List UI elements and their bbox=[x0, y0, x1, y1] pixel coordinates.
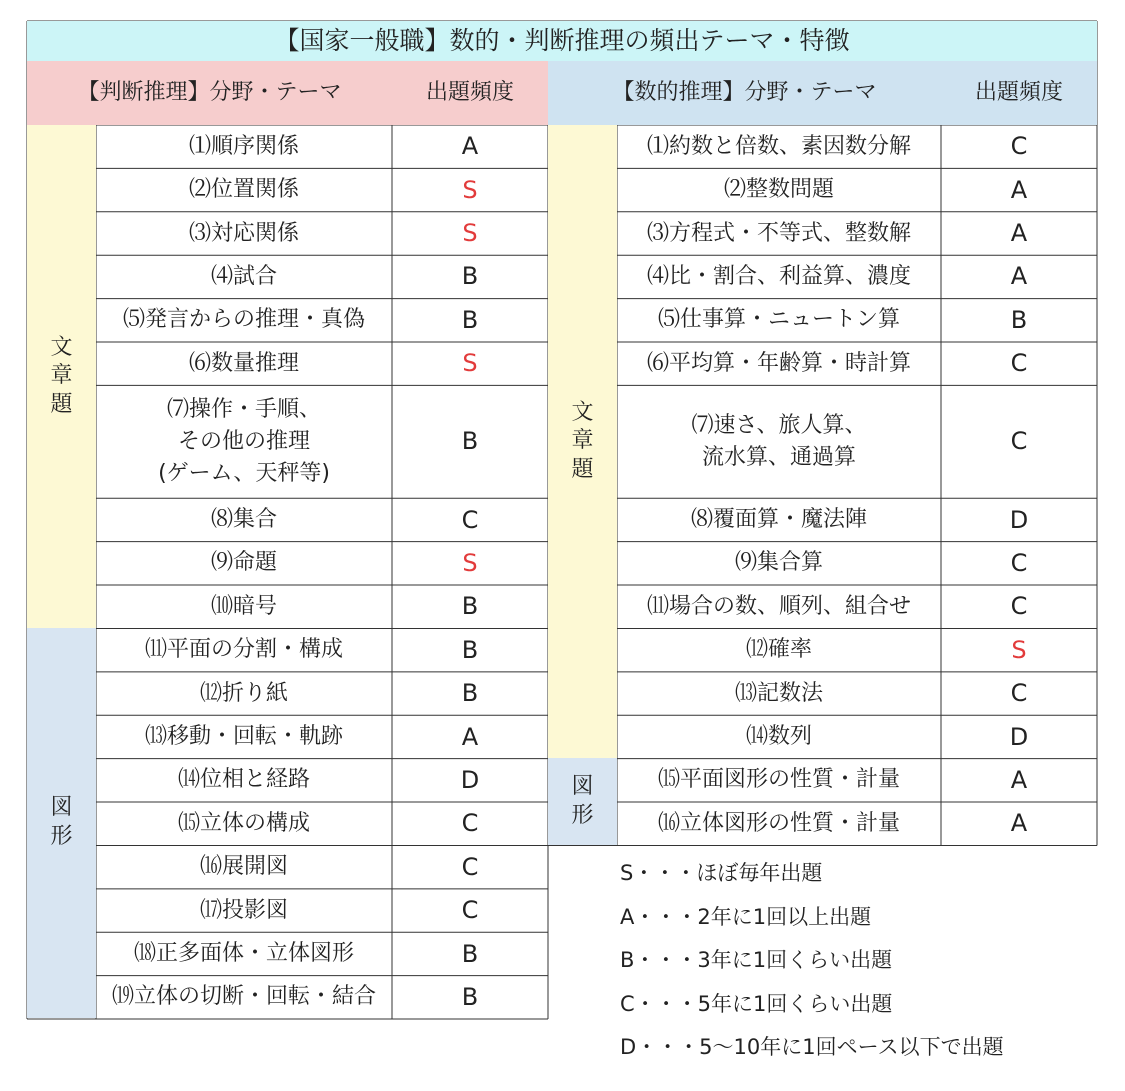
judge-grade-cell: B bbox=[461, 262, 479, 291]
num-grade-cell: B bbox=[1010, 305, 1028, 334]
num-theme-line: ⑺速さ、旅人算、 bbox=[691, 412, 867, 438]
judge-theme-cell: ⑹数量推理 bbox=[188, 350, 299, 376]
num-freq-header: 出題頻度 bbox=[941, 61, 1097, 125]
judge-grade-cell: S bbox=[462, 219, 478, 248]
num-theme-cell: ⑼集合算 bbox=[734, 550, 823, 576]
legend-item-s: S・・・ほぼ毎年出題 bbox=[620, 861, 823, 885]
num-theme-cell: ⑻覆面算・魔法陣 bbox=[690, 506, 867, 532]
judge-category-zukei bbox=[27, 628, 96, 1018]
num-theme-cell bbox=[617, 385, 941, 498]
num-grade-cell: A bbox=[1010, 765, 1028, 794]
judge-cat1-char: 章 bbox=[50, 363, 73, 389]
legend-item-a: A・・・2年に1回以上出題 bbox=[620, 905, 872, 929]
judge-theme-cell: ⑶対応関係 bbox=[188, 220, 299, 246]
judge-theme-cell: ⑻集合 bbox=[210, 506, 277, 532]
num-grade-cell: C bbox=[1010, 132, 1028, 161]
num-cat1-char: 章 bbox=[571, 428, 594, 454]
judge-grade-cell: B bbox=[461, 635, 479, 664]
num-grade-cell: D bbox=[1009, 505, 1029, 534]
num-grade-cell: A bbox=[1010, 175, 1028, 204]
legend-item-c: C・・・5年に1回くらい出題 bbox=[620, 992, 893, 1016]
num-theme-cell: ⒂平面図形の性質・計量 bbox=[657, 767, 900, 793]
judge-grade-cell: C bbox=[461, 809, 479, 838]
judge-grade-cell: B bbox=[461, 939, 479, 968]
judge-grade-cell: A bbox=[461, 722, 479, 751]
judge-grade-cell: B bbox=[461, 592, 479, 621]
num-grade-cell: C bbox=[1010, 548, 1028, 577]
judge-category-bunshoudai bbox=[27, 125, 96, 628]
legend-item-d: D・・・5～10年に1回ペース以下で出題 bbox=[620, 1035, 1004, 1059]
judge-theme-cell: ⑷試合 bbox=[210, 263, 277, 289]
judge-grade-cell: A bbox=[461, 132, 479, 161]
judge-theme-cell bbox=[96, 385, 392, 498]
num-cat1-char: 文 bbox=[571, 399, 594, 425]
num-theme-cell: ⑷比・割合、利益算、濃度 bbox=[646, 263, 911, 289]
num-grade-cell: A bbox=[1010, 219, 1028, 248]
num-grade-cell: A bbox=[1010, 809, 1028, 838]
judge-theme-line: ⑺操作・手順、 bbox=[166, 396, 321, 422]
num-cat2-char: 図 bbox=[571, 773, 594, 799]
num-grade-cell: A bbox=[1010, 262, 1028, 291]
judge-grade-cell: B bbox=[461, 982, 479, 1011]
judge-theme-cell: ⒁位相と経路 bbox=[177, 767, 310, 793]
judge-theme-cell: ⑿折り紙 bbox=[199, 680, 288, 706]
judge-theme-cell: ⑾平面の分割・構成 bbox=[144, 637, 343, 663]
num-grade-cell: C bbox=[1010, 679, 1028, 708]
judge-theme-line: その他の推理 bbox=[177, 428, 310, 454]
num-theme-cell: ⑾場合の数、順列、組合せ bbox=[646, 593, 911, 619]
judge-theme-cell: ⒄投影図 bbox=[199, 897, 288, 923]
judge-cat1-char: 文 bbox=[50, 334, 73, 360]
num-theme-cell: ⑹平均算・年齢算・時計算 bbox=[646, 350, 911, 376]
num-category-bunshoudai bbox=[548, 125, 617, 758]
judge-theme-cell: ⑸発言からの推理・真偽 bbox=[122, 307, 365, 333]
judge-grade-cell: C bbox=[461, 505, 479, 534]
judge-cat2-char: 図 bbox=[50, 795, 73, 821]
judge-freq-header: 出題頻度 bbox=[392, 61, 548, 125]
num-grade-cell: C bbox=[1010, 592, 1028, 621]
judge-theme-cell: ⑽暗号 bbox=[210, 593, 277, 619]
judge-grade-cell: S bbox=[462, 349, 478, 378]
judge-theme-line: (ゲーム、天秤等) bbox=[158, 460, 330, 486]
judge-cat1-char: 題 bbox=[50, 391, 73, 417]
judge-grade-cell: C bbox=[461, 852, 479, 881]
num-grade-cell: C bbox=[1010, 349, 1028, 378]
num-theme-cell: ⑵整数問題 bbox=[723, 177, 834, 203]
num-theme-cell: ⒁数列 bbox=[745, 723, 812, 749]
num-theme-cell: ⑴約数と倍数、素因数分解 bbox=[646, 133, 911, 159]
num-category-zukei bbox=[548, 758, 617, 845]
judge-theme-cell: ⒀移動・回転・軌跡 bbox=[144, 723, 343, 749]
num-theme-cell: ⒃立体図形の性質・計量 bbox=[657, 810, 900, 836]
judge-theme-cell: ⒆立体の切断・回転・結合 bbox=[111, 984, 376, 1010]
judge-theme-cell: ⒂立体の構成 bbox=[177, 810, 310, 836]
judge-cat2-char: 形 bbox=[50, 824, 73, 849]
judge-grade-cell: B bbox=[461, 679, 479, 708]
judge-theme-cell: ⑼命題 bbox=[210, 550, 277, 576]
legend-item-b: B・・・3年に1回くらい出題 bbox=[620, 948, 893, 972]
judge-theme-cell: ⑴順序関係 bbox=[188, 133, 299, 159]
judge-grade-cell: B bbox=[461, 427, 479, 456]
judge-header: 【判断推理】分野・テーマ bbox=[27, 61, 392, 125]
num-theme-line: 流水算、通過算 bbox=[701, 444, 856, 470]
judge-grade-cell: C bbox=[461, 896, 479, 925]
num-header: 【数的推理】分野・テーマ bbox=[548, 61, 941, 125]
judge-grade-cell: S bbox=[462, 548, 478, 577]
num-cat1-char: 題 bbox=[571, 456, 594, 482]
judge-theme-cell: ⑵位置関係 bbox=[188, 177, 299, 203]
num-grade-cell: S bbox=[1011, 635, 1027, 664]
num-theme-cell: ⒀記数法 bbox=[734, 680, 823, 706]
judge-theme-cell: ⒅正多面体・立体図形 bbox=[133, 940, 354, 966]
judge-grade-cell: B bbox=[461, 305, 479, 334]
num-theme-cell: ⑶方程式・不等式、整数解 bbox=[646, 220, 911, 246]
num-grade-cell: C bbox=[1010, 427, 1028, 456]
judge-grade-cell: S bbox=[462, 175, 478, 204]
num-theme-cell: ⑿確率 bbox=[745, 637, 812, 663]
table-title: 【国家一般職】数的・判断推理の頻出テーマ・特徴 bbox=[27, 21, 1097, 61]
num-theme-cell: ⑸仕事算・ニュートン算 bbox=[657, 307, 900, 333]
judge-theme-cell: ⒃展開図 bbox=[199, 854, 288, 880]
num-grade-cell: D bbox=[1009, 722, 1029, 751]
num-cat2-char: 形 bbox=[571, 802, 594, 828]
judge-grade-cell: D bbox=[460, 765, 480, 794]
